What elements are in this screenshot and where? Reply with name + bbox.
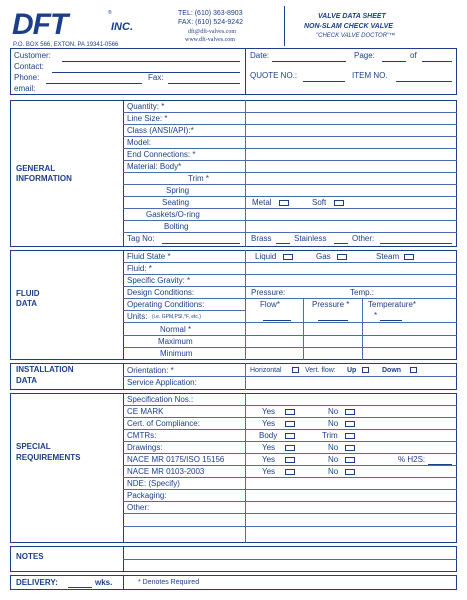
customer-field[interactable] [62, 61, 240, 62]
temperature-units-field[interactable] [380, 320, 402, 321]
liquid-label: Liquid [255, 252, 277, 261]
nace-0175-yes-label: Yes [262, 455, 276, 464]
specification-nos-label: Specification Nos.: [127, 395, 194, 404]
delivery-label: DELIVERY: [16, 578, 58, 587]
steam-checkbox[interactable] [404, 254, 414, 260]
company-website[interactable]: www.dft-valves.com [185, 37, 235, 43]
drawings-yes-checkbox[interactable] [285, 445, 295, 451]
special-title-line2: REQUIREMENTS [16, 453, 81, 462]
ce-no-checkbox[interactable] [345, 409, 355, 415]
horizontal-label: Horizontal [250, 367, 282, 374]
nace-0103-yes-label: Yes [262, 467, 276, 476]
seating-soft-label: Soft [312, 198, 327, 207]
service-application-label: Service Application: [127, 378, 197, 387]
seating-metal-label: Metal [252, 198, 272, 207]
line-size-label: Line Size: * [127, 114, 168, 123]
ce-yes-checkbox[interactable] [285, 409, 295, 415]
h2s-field[interactable] [428, 464, 452, 465]
delivery-weeks-field[interactable] [68, 587, 92, 588]
general-title-line1: GENERAL [16, 164, 56, 173]
quantity-label: Quantity: * [127, 102, 165, 111]
cert-yes-checkbox[interactable] [285, 421, 295, 427]
drawings-label: Drawings: [127, 443, 163, 452]
liquid-checkbox[interactable] [283, 254, 293, 260]
email-label: email: [14, 84, 36, 93]
packaging-label: Packaging: [127, 491, 167, 500]
sheet-title: VALVE DATA SHEET [318, 13, 386, 20]
vert-up-checkbox[interactable] [362, 367, 369, 373]
cert-yes-label: Yes [262, 419, 276, 428]
nace-0175-no-label: No [328, 455, 339, 464]
company-email[interactable]: dft@dft-valves.com [188, 29, 237, 35]
brass-field[interactable] [276, 243, 290, 244]
stainless-field[interactable] [334, 243, 348, 244]
vert-down-checkbox[interactable] [410, 367, 417, 373]
cert-no-checkbox[interactable] [345, 421, 355, 427]
gas-label: Gas [316, 252, 331, 261]
trim-label: Trim * [188, 174, 210, 183]
contact-field[interactable] [52, 72, 240, 73]
ce-no-label: No [328, 407, 339, 416]
bolting-brass-label: Brass [251, 234, 272, 243]
normal-label: Normal * [160, 325, 192, 334]
fluid-state-label: Fluid State * [127, 252, 171, 261]
item-field[interactable] [396, 81, 452, 82]
drawings-yes-label: Yes [262, 443, 276, 452]
cmtr-body-label: Body [259, 431, 278, 440]
delivery-weeks-unit: wks. [95, 578, 113, 587]
fluid-title-line2: DATA [16, 299, 38, 308]
other-label: Other: [127, 503, 150, 512]
cmtr-trim-label: Trim [322, 431, 338, 440]
quote-label: QUOTE NO.: [250, 71, 298, 80]
units-label: Units: [127, 312, 148, 321]
sheet-tagline: "CHECK VALVE DOCTOR"™ [316, 33, 396, 39]
seating-metal-checkbox[interactable] [279, 200, 289, 206]
ce-yes-label: Yes [262, 407, 276, 416]
seating-label: Seating [162, 198, 190, 207]
bolting-stainless-label: Stainless [294, 234, 327, 243]
maximum-label: Maximum [158, 337, 193, 346]
model-label: Model: [127, 138, 152, 147]
logo-inc: INC. [111, 21, 133, 33]
contact-label: Contact: [14, 62, 44, 71]
special-value-divider [245, 393, 246, 543]
h2s-label: % H2S: [398, 455, 426, 464]
company-logo: DFT [12, 8, 68, 41]
installation-title-line1: INSTALLATION [16, 365, 74, 374]
header-divider [284, 6, 285, 46]
fax-label: Fax: [148, 73, 164, 82]
bolting-other-label: Other: [352, 234, 375, 243]
design-conditions-label: Design Conditions: [127, 288, 195, 297]
operating-conditions-label: Operating Conditions: [127, 300, 205, 309]
pressure-column-header: Pressure * [312, 300, 350, 309]
general-value-divider [245, 100, 246, 247]
spring-label: Spring [166, 186, 190, 195]
design-pressure-label: Pressure: [251, 288, 286, 297]
material-body-label: Material: Body* [127, 162, 182, 171]
customer-label: Customer: [14, 51, 51, 60]
drawings-no-checkbox[interactable] [345, 445, 355, 451]
nace-0103-label: NACE MR 0103-2003 [127, 467, 205, 476]
fluid-value-divider [245, 250, 246, 360]
drawings-no-label: No [328, 443, 339, 452]
fluid-title-line1: FLUID [16, 289, 40, 298]
special-requirements-section [10, 393, 457, 543]
date-label: Date: [250, 51, 270, 60]
special-label-divider [123, 393, 124, 543]
sheet-subtitle: NON-SLAM CHECK VALVE [304, 23, 393, 30]
cmtr-body-checkbox[interactable] [285, 433, 295, 439]
fax-field[interactable] [168, 83, 240, 84]
nace-0175-no-checkbox[interactable] [345, 457, 355, 463]
minimum-label: Minimum [160, 349, 193, 358]
cert-no-label: No [328, 419, 339, 428]
nde-label: NDE: (Specify) [127, 479, 180, 488]
orientation-label: Orientation: * [127, 366, 174, 375]
email-field[interactable] [42, 94, 240, 95]
cmtr-trim-checkbox[interactable] [345, 433, 355, 439]
customer-box-divider [245, 48, 246, 95]
nace-0175-yes-checkbox[interactable] [285, 457, 295, 463]
company-tel: TEL: (610) 363-8903 [178, 10, 243, 17]
delivery-divider [123, 575, 124, 590]
page-total-field[interactable] [422, 61, 452, 62]
page-field[interactable] [382, 61, 406, 62]
nace-0103-no-label: No [328, 467, 339, 476]
cert-compliance-label: Cert. of Compliance: [127, 419, 200, 428]
general-label-divider [123, 100, 124, 247]
gaskets-label: Gaskets/O-ring [146, 210, 200, 219]
end-connections-label: End Connections: * [127, 150, 196, 159]
pressure-units-field[interactable] [318, 320, 348, 321]
specific-gravity-label: Specific Gravity: * [127, 276, 191, 285]
units-note: (i.e. GPM,PSI,°F, etc.) [152, 314, 201, 320]
general-information-section [10, 100, 457, 247]
fluid-label: Fluid: * [127, 264, 152, 273]
special-title-line1: SPECIAL [16, 442, 51, 451]
steam-label: Steam [376, 252, 400, 261]
company-address: P.O. BOX 566, EXTON, PA 19341-0566 [13, 42, 119, 48]
seating-soft-checkbox[interactable] [334, 200, 344, 206]
notes-title: NOTES [16, 552, 44, 561]
flow-units-field[interactable] [263, 320, 291, 321]
fluid-label-divider [123, 250, 124, 360]
phone-field[interactable] [46, 83, 142, 84]
nace-0103-no-checkbox[interactable] [345, 469, 355, 475]
temperature-column-header: Temperature* [368, 300, 417, 309]
nace-0103-yes-checkbox[interactable] [285, 469, 295, 475]
quote-field[interactable] [303, 81, 345, 82]
class-label: Class (ANSI/API):* [127, 126, 194, 135]
tag-no-label: Tag No: [127, 234, 155, 243]
cmtrs-label: CMTRs: [127, 431, 157, 440]
vert-up-label: Up [347, 367, 357, 374]
page-label: Page: [354, 51, 375, 60]
tag-no-field[interactable] [162, 243, 240, 244]
notes-line [123, 559, 457, 560]
date-field[interactable] [272, 61, 346, 62]
gas-checkbox[interactable] [337, 254, 347, 260]
vert-flow-label: Vert. flow: [305, 367, 336, 374]
company-fax: FAX: (610) 524-9242 [178, 19, 243, 26]
logo-registered-mark: ® [108, 10, 112, 16]
ce-mark-label: CE MARK [127, 407, 164, 416]
phone-label: Phone: [14, 73, 40, 82]
bolting-label: Bolting [164, 222, 189, 231]
nace-0175-label: NACE MR 0175/ISO 15156 [127, 455, 225, 464]
vert-down-label: Down [382, 367, 402, 374]
required-note: * Denotes Required [138, 579, 200, 586]
flow-column-header: Flow* [260, 300, 281, 309]
design-temp-label: Temp.: [350, 288, 375, 297]
bolting-other-field[interactable] [380, 243, 452, 244]
installation-title-line2: DATA [16, 376, 38, 385]
horizontal-checkbox[interactable] [292, 367, 299, 373]
page-of-label: of [410, 51, 417, 60]
item-label: ITEM NO. [352, 71, 388, 80]
temperature-units-star: * [374, 311, 378, 320]
general-title-line2: INFORMATION [16, 174, 72, 183]
